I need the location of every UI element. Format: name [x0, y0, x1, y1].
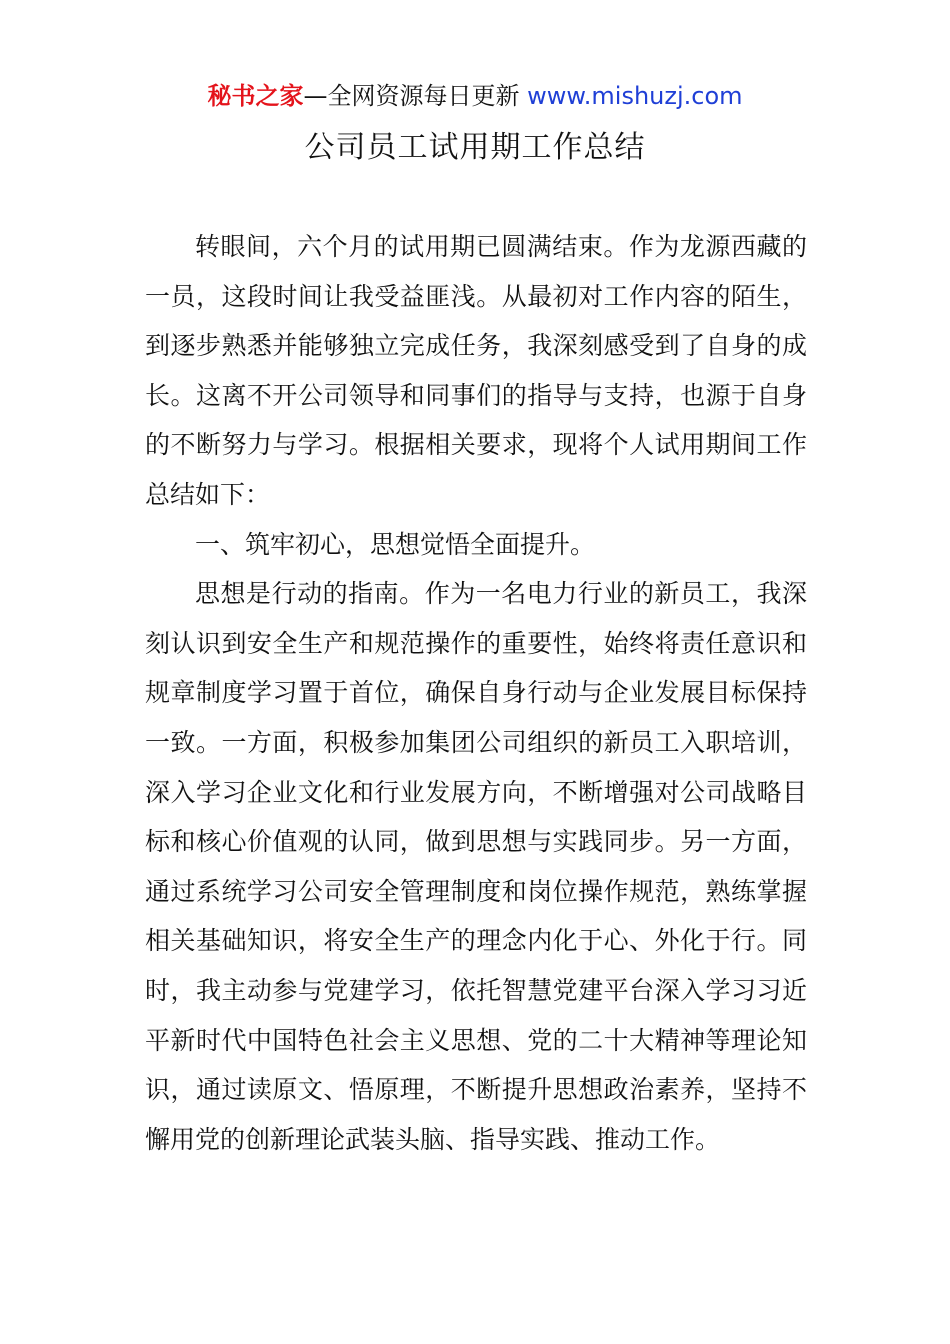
site-url-link[interactable]: www.mishuzj.com — [527, 82, 743, 110]
document-body — [145, 222, 807, 1164]
brand-name: 秘书之家 — [207, 82, 304, 110]
section-paragraph: 思想是行动的指南。作为一名电力行业的新员工，我深刻认识到安全生产和规范操作的重要性，始终将责任意识和规章制度学习置于首位，确保自身行动与企业发展目标保持一致。一方面，积极参加集团公司组织的新员工入职培训，深入学习企业文化和行业发展方向，不断增强对公司战略目标和核心价值观的认同，做到思想与实践同步。另一方面，通过系统学习公司安全管理制度和岗位操作规范，熟练掌握相关基础知识，将安全生产的理念内化于心、外化于行。同时，我主动参与党建学习，依托智慧党建平台深入学习习近平新时代中国特色社会主义思想、党的二十大精神等理论知识，通过读原文、悟原理，不断提升思想政治素养，坚持不懈用党的创新理论武装头脑、指导实践、推动工作。 — [145, 579, 807, 1154]
document-title: 公司员工试用期工作总结 — [304, 130, 646, 165]
intro-paragraph: 转眼间，六个月的试用期已圆满结束。作为龙源西藏的一员，这段时间让我受益匪浅。从最初对工作内容的陌生，到逐步熟悉并能够独立完成任务，我深刻感受到了自身的成长。这离不开公司领导和同事们的指导与支持，也源于自身的不断努力与学习。根据相关要求，现将个人试用期间工作总结如下： — [145, 232, 807, 509]
banner-tagline: —全网资源每日更新 — [303, 82, 520, 110]
section-heading: 一、筑牢初心，思想觉悟全面提升。 — [195, 529, 596, 559]
site-banner — [0, 80, 950, 112]
